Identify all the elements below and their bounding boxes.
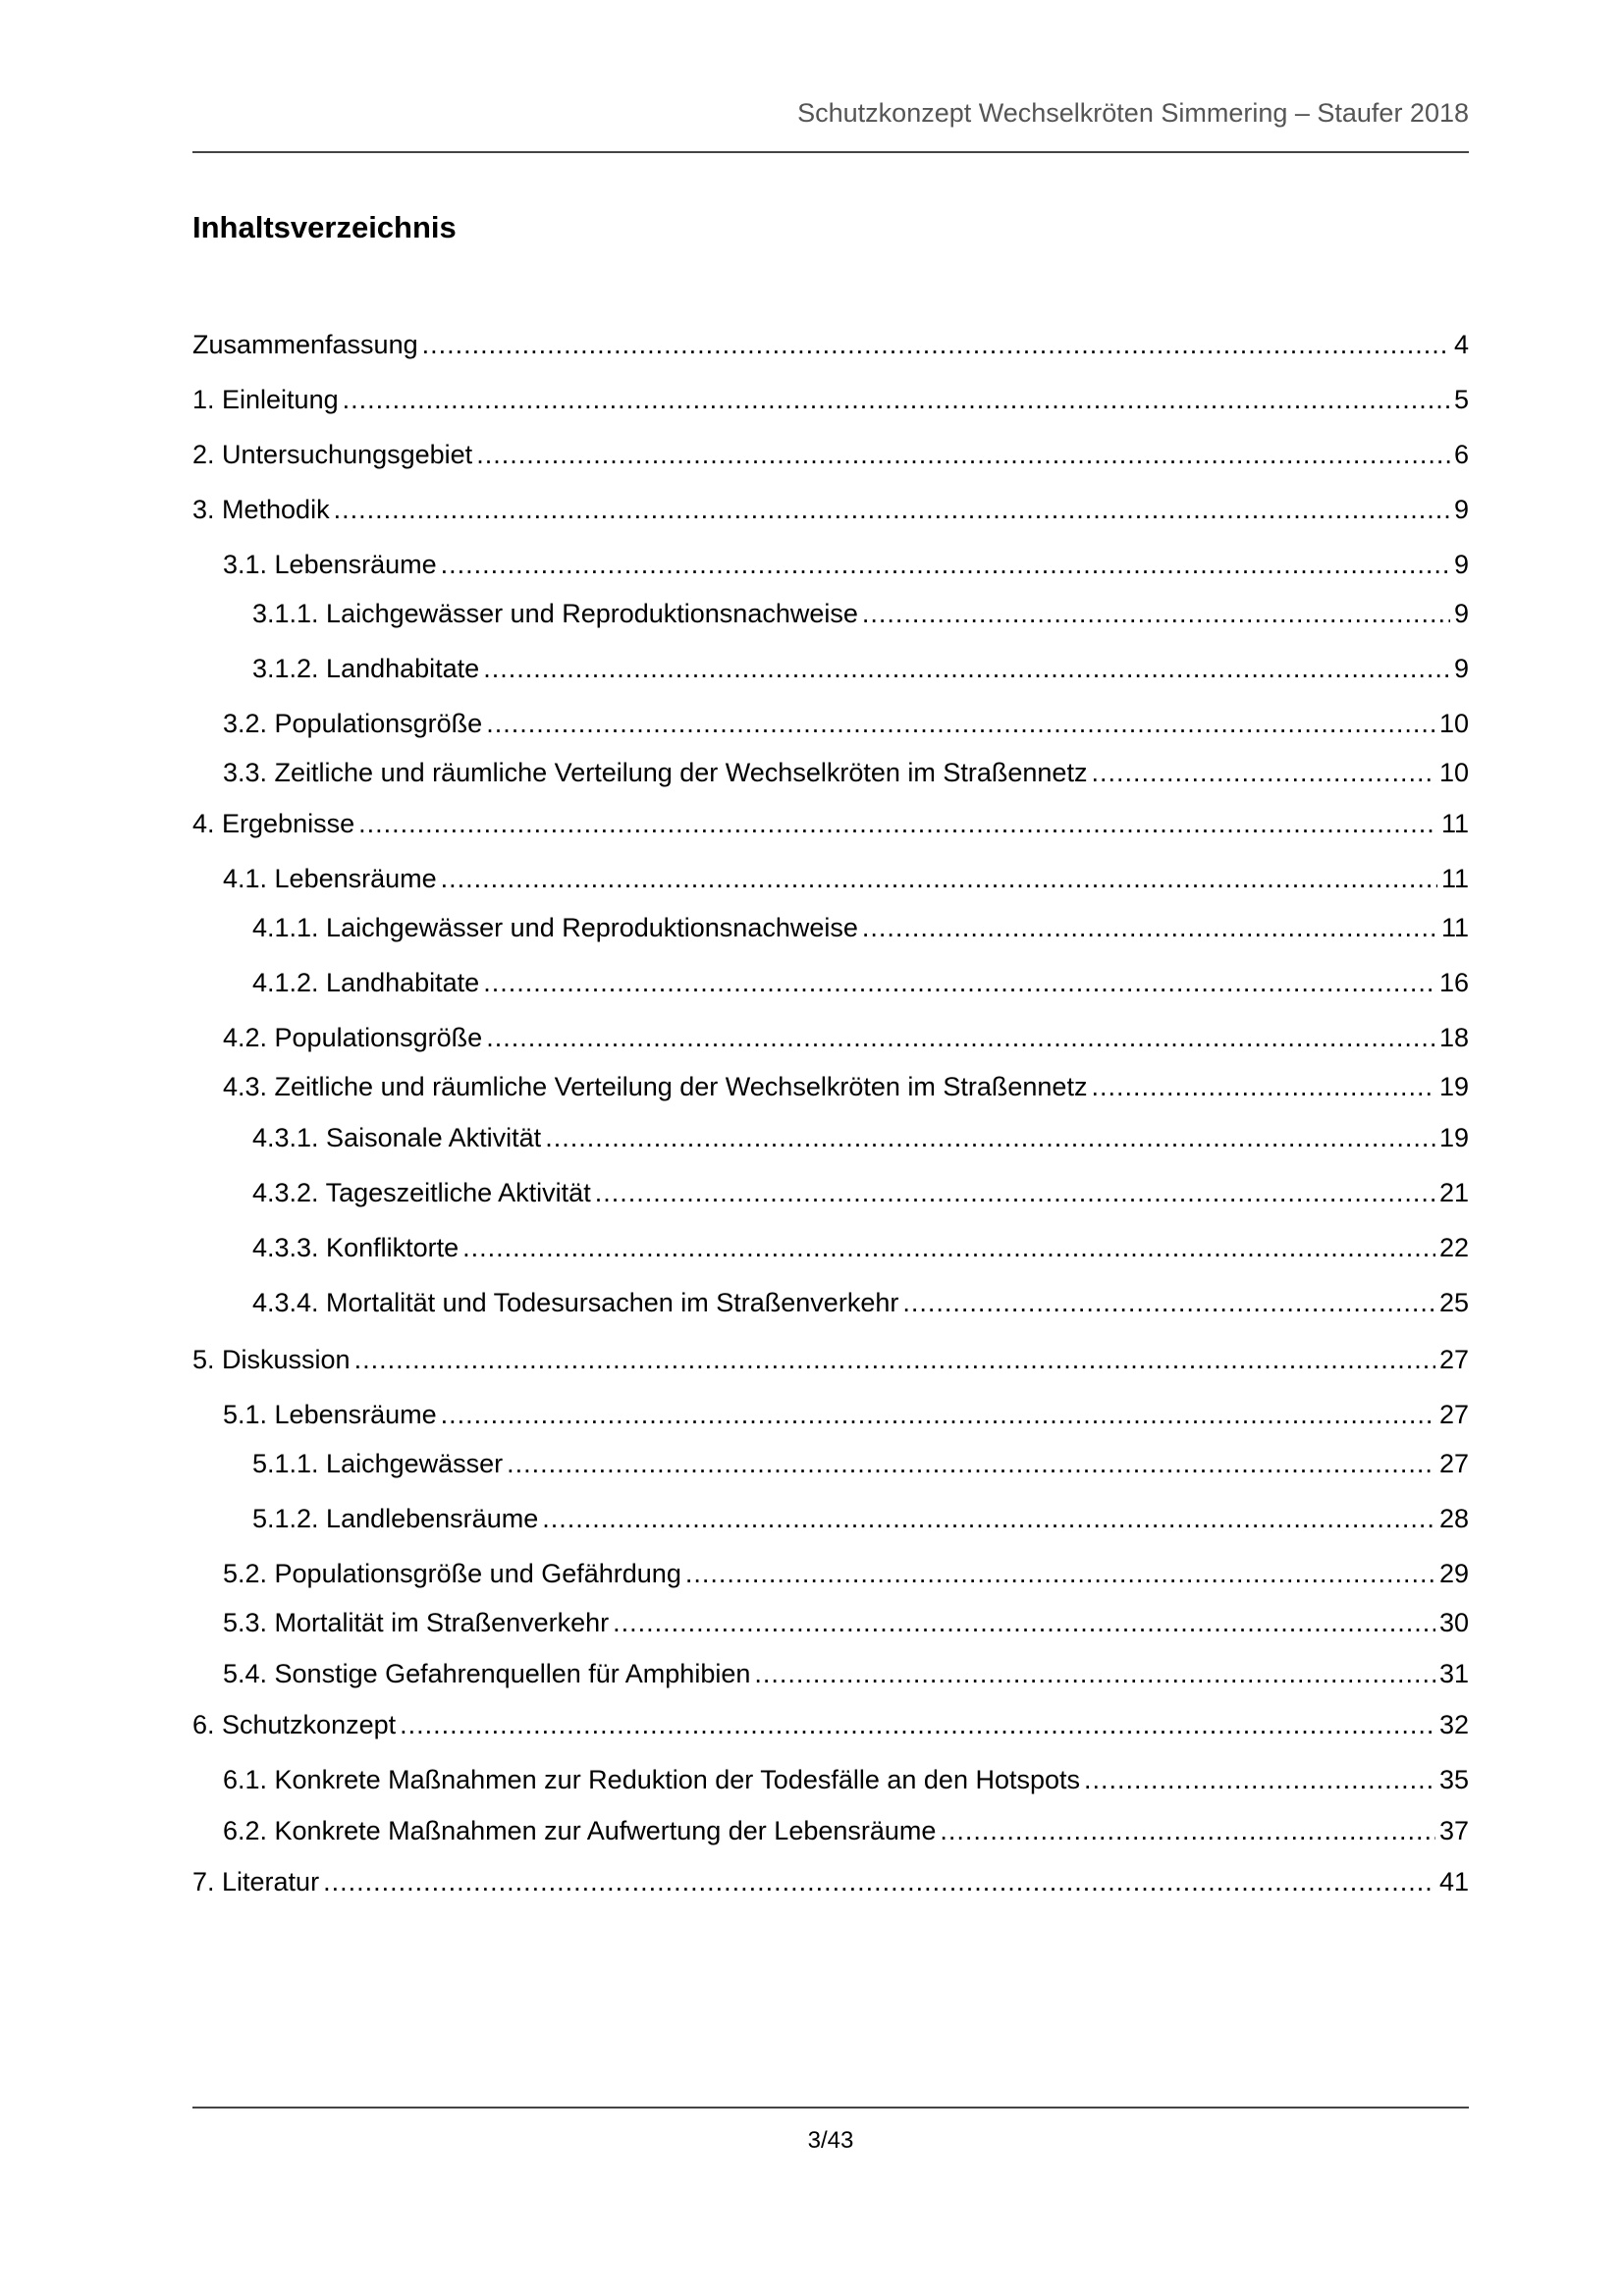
- dot-leader: [1091, 1070, 1435, 1103]
- dot-leader: [441, 862, 1437, 895]
- dot-leader: [507, 1447, 1435, 1480]
- toc-entry-page: 4: [1453, 330, 1469, 359]
- toc-entry-untersuchungsgebiet[interactable]: [192, 438, 1469, 471]
- toc-entry-5-3[interactable]: [223, 1606, 1469, 1639]
- toc-entry-label: 4. Ergebnisse: [192, 809, 355, 838]
- toc-entry-label: 4.1.1. Laichgewässer und Reproduktionsnachweise: [252, 913, 858, 942]
- toc-entry-page: 32: [1438, 1710, 1469, 1739]
- toc-entry-label: 4.2. Populationsgröße: [223, 1023, 483, 1052]
- toc-entry-label: 5.3. Mortalität im Straßenverkehr: [223, 1608, 610, 1637]
- dot-leader: [754, 1657, 1435, 1690]
- toc-entry-page: 27: [1438, 1449, 1469, 1478]
- dot-leader: [358, 807, 1437, 840]
- toc-entry-6-2[interactable]: [223, 1814, 1469, 1847]
- dot-leader: [902, 1286, 1435, 1319]
- toc-entry-label: 3.1. Lebensräume: [223, 550, 437, 579]
- toc-entry-label: 5.1. Lebensräume: [223, 1400, 437, 1429]
- toc-entry-page: 19: [1438, 1072, 1469, 1101]
- toc-entry-page: 10: [1438, 758, 1469, 787]
- toc-entry-label: 4.3.2. Tageszeitliche Aktivität: [252, 1178, 591, 1207]
- toc-entry-4-3-1[interactable]: [252, 1121, 1469, 1154]
- toc-entry-schutzkonzept[interactable]: [192, 1708, 1469, 1741]
- dot-leader: [400, 1708, 1435, 1741]
- toc-entry-label: 3.3. Zeitliche und räumliche Verteilung der Wechselkröten im Straßennetz: [223, 758, 1088, 787]
- toc-entry-page: 25: [1438, 1288, 1469, 1317]
- toc-entry-page: 11: [1440, 809, 1469, 838]
- toc-entry-5-1-1[interactable]: [252, 1447, 1469, 1480]
- toc-entry-3-1-2[interactable]: [252, 652, 1469, 685]
- page-number: 3/43: [807, 2127, 854, 2154]
- toc-entry-label: 5.1.1. Laichgewässer: [252, 1449, 504, 1478]
- toc-entry-page: 35: [1438, 1765, 1469, 1794]
- toc-entry-label: 3.1.1. Laichgewässer und Reproduktionsnachweise: [252, 599, 858, 628]
- toc-entry-label: 6.1. Konkrete Maßnahmen zur Reduktion der Todesfälle an den Hotspots: [223, 1765, 1081, 1794]
- toc-entry-5-2[interactable]: [223, 1557, 1469, 1590]
- dot-leader: [1091, 756, 1435, 789]
- toc-entry-einleitung[interactable]: [192, 383, 1469, 416]
- toc-entry-label: 4.3.1. Saisonale Aktivität: [252, 1123, 542, 1152]
- toc-entry-label: 6. Schutzkonzept: [192, 1710, 397, 1739]
- toc-entry-page: 37: [1438, 1816, 1469, 1845]
- toc-entry-label: 5.4. Sonstige Gefahrenquellen für Amphibien: [223, 1659, 751, 1688]
- dot-leader: [323, 1865, 1435, 1898]
- toc-entry-page: 41: [1438, 1867, 1469, 1896]
- footer-rule: [192, 2107, 1469, 2109]
- dot-leader: [545, 1121, 1435, 1154]
- dot-leader: [422, 328, 1450, 361]
- toc-entry-page: 27: [1438, 1345, 1469, 1374]
- dot-leader: [613, 1606, 1435, 1639]
- toc-title: Inhaltsverzeichnis: [192, 210, 457, 244]
- dot-leader: [940, 1814, 1435, 1847]
- dot-leader: [343, 383, 1450, 416]
- toc-entry-page: 6: [1453, 440, 1469, 469]
- toc-entry-label: 3. Methodik: [192, 495, 330, 524]
- toc-entry-label: 5.2. Populationsgröße und Gefährdung: [223, 1559, 681, 1588]
- toc-entry-page: 21: [1438, 1178, 1469, 1207]
- toc-entry-page: 31: [1438, 1659, 1469, 1688]
- toc-entry-label: 3.1.2. Landhabitate: [252, 654, 480, 683]
- toc-entry-label: 2. Untersuchungsgebiet: [192, 440, 473, 469]
- toc-entry-3-3[interactable]: [223, 756, 1469, 789]
- toc-entry-page: 28: [1438, 1504, 1469, 1533]
- toc-entry-zusammenfassung[interactable]: [192, 328, 1469, 361]
- toc-entry-label: 4.1. Lebensräume: [223, 864, 437, 893]
- dot-leader: [483, 652, 1450, 685]
- toc-entry-label: 4.3. Zeitliche und räumliche Verteilung der Wechselkröten im Straßennetz: [223, 1072, 1088, 1101]
- toc-entry-page: 11: [1440, 864, 1469, 893]
- toc-entry-page: 27: [1438, 1400, 1469, 1429]
- toc-entry-label: 5. Diskussion: [192, 1345, 351, 1374]
- dot-leader: [334, 493, 1450, 526]
- toc-entry-5-4[interactable]: [223, 1657, 1469, 1690]
- toc-entry-page: 9: [1453, 495, 1469, 524]
- toc-entry-4-2[interactable]: [223, 1021, 1469, 1054]
- toc-entry-page: 22: [1438, 1233, 1469, 1262]
- dot-leader: [441, 548, 1450, 581]
- toc-entry-page: 10: [1438, 709, 1469, 738]
- toc-entry-3-1[interactable]: [223, 548, 1469, 581]
- toc-entry-4-3[interactable]: [223, 1070, 1469, 1103]
- toc-entry-label: 4.3.3. Konfliktorte: [252, 1233, 460, 1262]
- toc-entry-5-1[interactable]: [223, 1398, 1469, 1431]
- toc-entry-page: 9: [1453, 550, 1469, 579]
- toc-entry-ergebnisse[interactable]: [192, 807, 1469, 840]
- toc-entry-label: 4.1.2. Landhabitate: [252, 968, 480, 997]
- dot-leader: [595, 1176, 1435, 1209]
- toc-entry-4-1-2[interactable]: [252, 966, 1469, 999]
- toc-entry-page: 19: [1438, 1123, 1469, 1152]
- toc-entry-label: 1. Einleitung: [192, 385, 339, 414]
- toc-entry-page: 5: [1453, 385, 1469, 414]
- dot-leader: [486, 707, 1435, 740]
- toc-entry-page: 9: [1453, 654, 1469, 683]
- toc-entry-label: 3.2. Populationsgröße: [223, 709, 483, 738]
- dot-leader: [862, 911, 1437, 944]
- toc-entry-label: 5.1.2. Landlebensräume: [252, 1504, 539, 1533]
- dot-leader: [862, 597, 1450, 630]
- toc-entry-6-1[interactable]: [223, 1763, 1469, 1796]
- toc-entry-page: 11: [1440, 913, 1469, 942]
- toc-entry-diskussion[interactable]: [192, 1343, 1469, 1376]
- dot-leader: [462, 1231, 1435, 1264]
- dot-leader: [542, 1502, 1435, 1535]
- header-rule: [192, 151, 1469, 153]
- dot-leader: [354, 1343, 1435, 1376]
- toc-entry-page: 18: [1438, 1023, 1469, 1052]
- toc-entry-label: 4.3.4. Mortalität und Todesursachen im Straßenverkehr: [252, 1288, 899, 1317]
- running-header: Schutzkonzept Wechselkröten Simmering – Staufer 2018: [797, 98, 1469, 128]
- dot-leader: [685, 1557, 1435, 1590]
- toc-entry-page: 16: [1438, 968, 1469, 997]
- toc-entry-literatur[interactable]: [192, 1865, 1469, 1898]
- dot-leader: [486, 1021, 1435, 1054]
- toc-entry-3-1-1[interactable]: [252, 597, 1469, 630]
- toc-entry-4-1[interactable]: [223, 862, 1469, 895]
- toc-entry-page: 9: [1453, 599, 1469, 628]
- toc-entry-4-1-1[interactable]: [252, 911, 1469, 944]
- toc-entry-4-3-4[interactable]: [252, 1286, 1469, 1319]
- dot-leader: [441, 1398, 1435, 1431]
- dot-leader: [1084, 1763, 1435, 1796]
- toc-entry-3-2[interactable]: [223, 707, 1469, 740]
- toc-entry-page: 29: [1438, 1559, 1469, 1588]
- toc-entry-methodik[interactable]: [192, 493, 1469, 526]
- toc-entry-4-3-2[interactable]: [252, 1176, 1469, 1209]
- toc-entry-label: 7. Literatur: [192, 1867, 320, 1896]
- toc-entry-4-3-3[interactable]: [252, 1231, 1469, 1264]
- toc-entry-5-1-2[interactable]: [252, 1502, 1469, 1535]
- toc-entry-page: 30: [1438, 1608, 1469, 1637]
- dot-leader: [476, 438, 1450, 471]
- toc-entry-label: 6.2. Konkrete Maßnahmen zur Aufwertung der Lebensräume: [223, 1816, 937, 1845]
- dot-leader: [483, 966, 1435, 999]
- toc-entry-label: Zusammenfassung: [192, 330, 418, 359]
